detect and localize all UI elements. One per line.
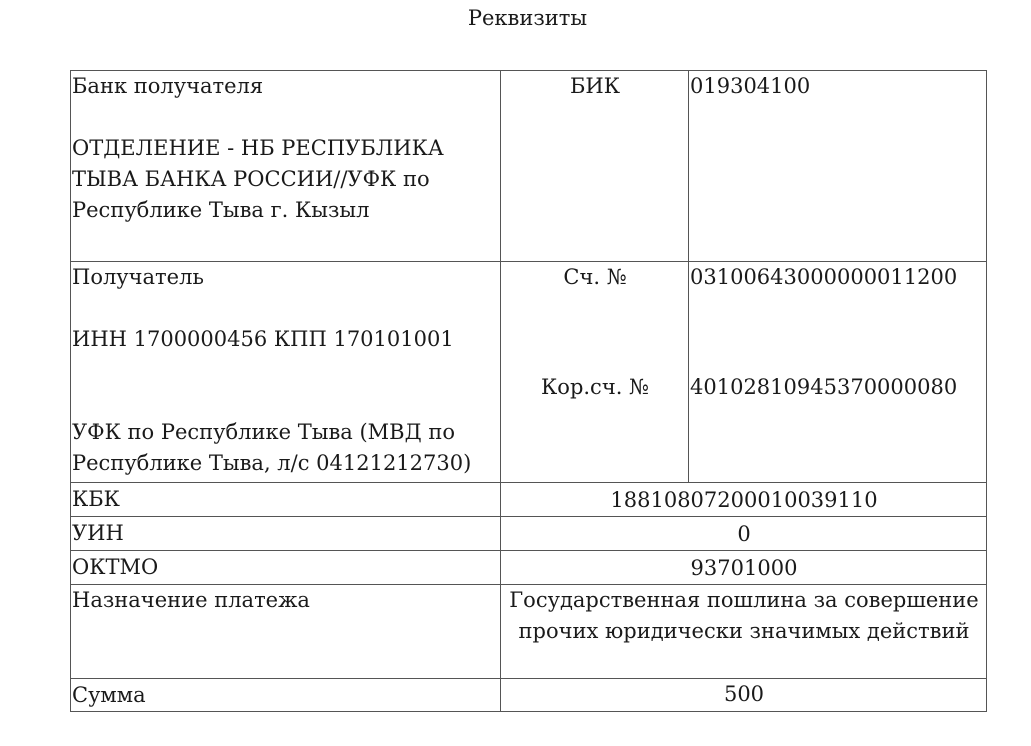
requisites-table <box>70 70 987 712</box>
kbk-value: 18810807200010039110 <box>501 483 987 517</box>
uin-value: 0 <box>501 517 987 551</box>
recipient-name: УФК по Республике Тыва (МВД по Республике Тыва, л/с 04121212730) <box>72 420 472 475</box>
bik-label: БИК <box>570 74 620 98</box>
oktmo-value: 93701000 <box>501 551 987 585</box>
corr-account-label: Кор.сч. № <box>541 375 649 399</box>
bik-label-cell <box>501 71 689 262</box>
bik-value: 019304100 <box>690 74 811 98</box>
purpose-value: Государственная пошлина за совершение прочих юридически значимых действий <box>501 585 987 679</box>
oktmo-row <box>71 551 987 585</box>
amount-value: 500 <box>501 679 987 712</box>
purpose-row <box>71 585 987 679</box>
account-label: Сч. № <box>563 265 627 289</box>
kbk-row <box>71 483 987 517</box>
recipient-cell <box>71 262 501 483</box>
oktmo-label: ОКТМО <box>71 551 501 585</box>
recipient-row <box>71 262 987 483</box>
account-labels-cell <box>501 262 689 483</box>
page-title: Реквизиты <box>467 6 588 30</box>
uin-label: УИН <box>71 517 501 551</box>
bank-name: ОТДЕЛЕНИЕ - НБ РЕСПУБЛИКА ТЫВА БАНКА РОССИИ//УФК по Республике Тыва г. Кызыл <box>72 136 444 222</box>
account-value: 03100643000000011200 <box>690 265 958 289</box>
uin-row <box>71 517 987 551</box>
bank-row <box>71 71 987 262</box>
bik-value-cell <box>689 71 987 262</box>
corr-account-value: 40102810945370000080 <box>690 375 958 399</box>
amount-row <box>71 679 987 712</box>
kbk-label: КБК <box>71 483 501 517</box>
recipient-inn-kpp: ИНН 1700000456 КПП 170101001 <box>72 327 454 351</box>
bank-label: Банк получателя <box>72 74 264 98</box>
account-values-cell <box>689 262 987 483</box>
recipient-label: Получатель <box>72 265 204 289</box>
amount-label: Сумма <box>71 679 501 712</box>
purpose-label: Назначение платежа <box>71 585 501 679</box>
bank-cell <box>71 71 501 262</box>
